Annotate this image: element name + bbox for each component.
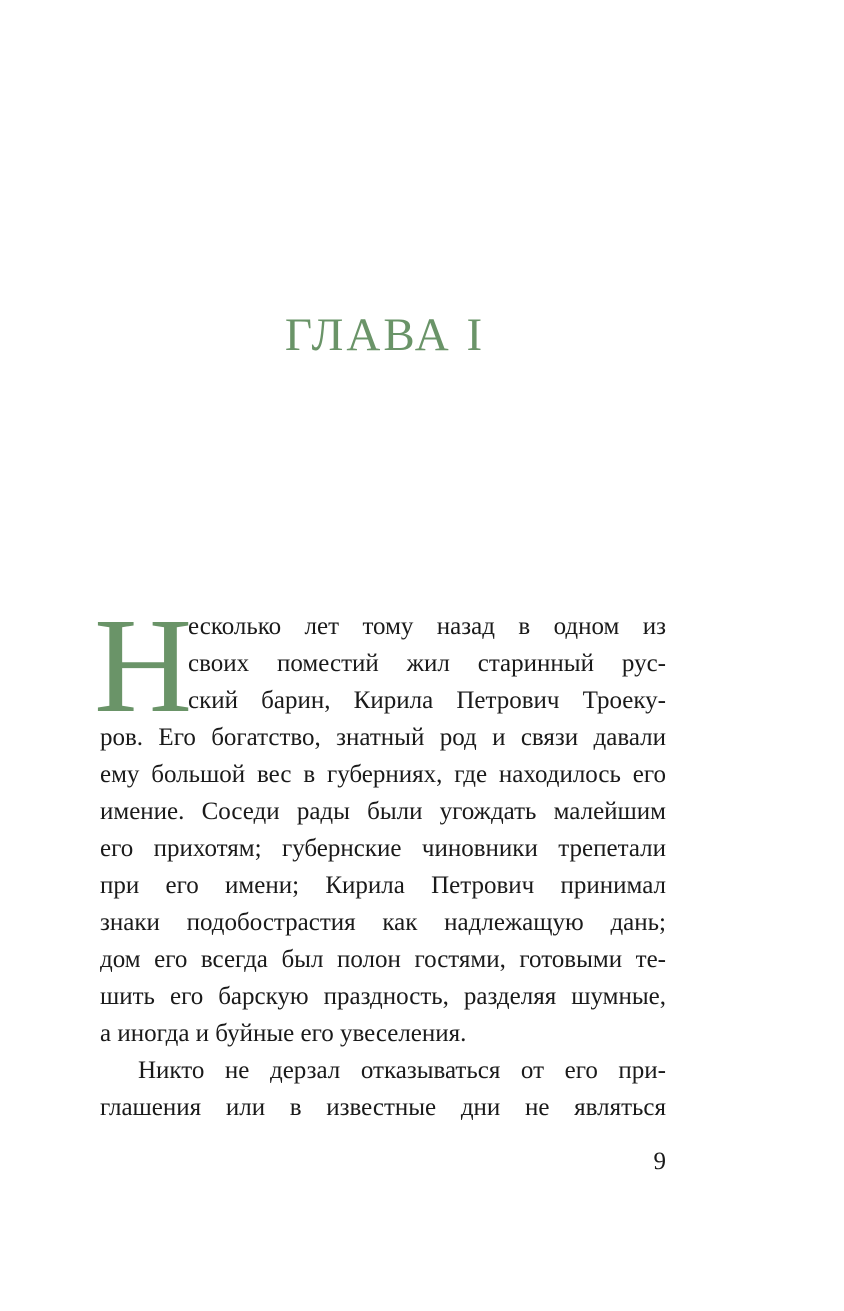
- text-line: его прихотям; губернские чиновники трепетали: [100, 835, 666, 862]
- text-line: ский барин, Кирила Петрович Троеку-: [188, 687, 666, 714]
- text-line: ему большой вес в губерниях, где находилось его: [100, 761, 666, 788]
- text-line: своих поместий жил старинный рус-: [188, 650, 666, 677]
- text-line: шить его барскую праздность, разделяя шумные,: [100, 983, 666, 1010]
- text-line: ров. Его богатство, знатный род и связи давали: [100, 724, 666, 751]
- text-line: дом его всегда был полон гостями, готовыми те-: [100, 946, 666, 973]
- text-line: Никто не дерзал отказываться от его при-: [138, 1057, 666, 1084]
- text-line: а иногда и буйные его увеселения.: [100, 1020, 467, 1047]
- text-line: имение. Соседи рады были угождать малейшим: [100, 798, 666, 825]
- text-line: знаки подобострастия как надлежащую дань;: [100, 909, 666, 936]
- text-line: есколько лет тому назад в одном из: [188, 613, 666, 640]
- text-line: глашения или в известные дни не являться: [100, 1094, 666, 1121]
- chapter-title: ГЛАВА I: [284, 309, 486, 361]
- drop-cap-letter: Н: [94, 591, 193, 741]
- text-line: при его имени; Кирила Петрович принимал: [100, 872, 666, 899]
- body-text: [94, 591, 666, 1126]
- page-number: 9: [653, 1148, 666, 1175]
